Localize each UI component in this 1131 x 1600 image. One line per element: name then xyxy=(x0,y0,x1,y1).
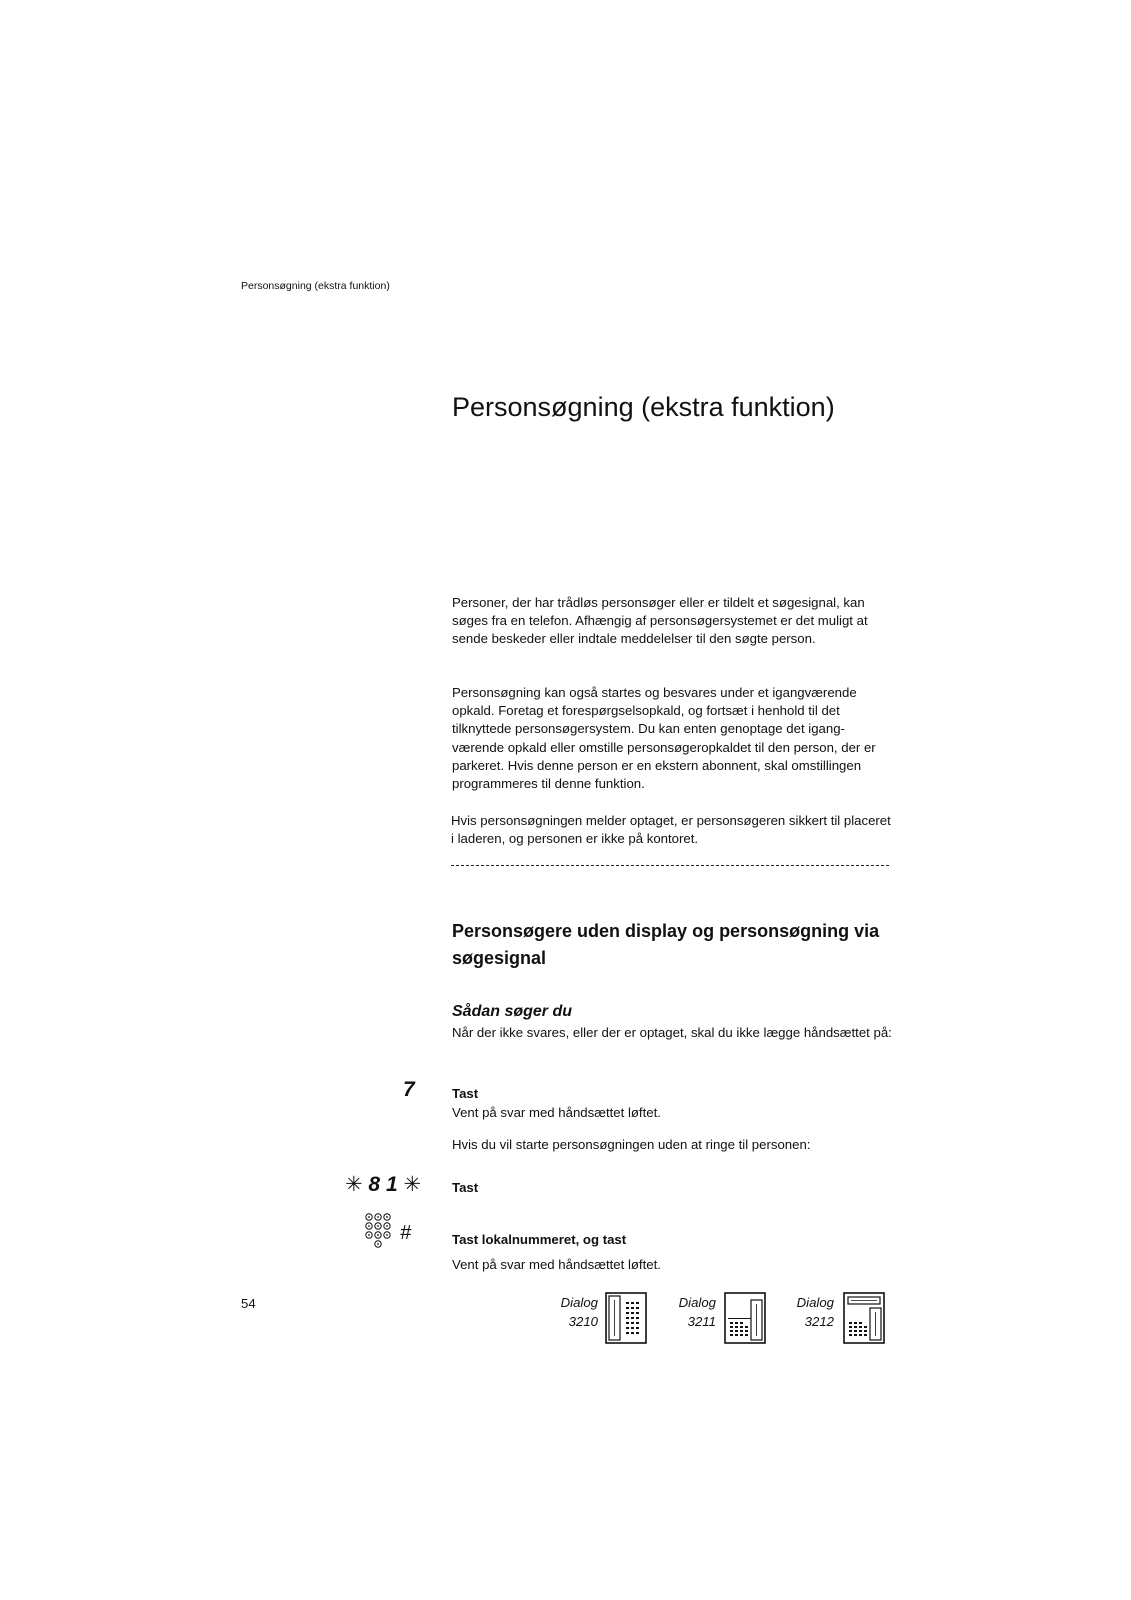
step-note: Hvis du vil starte personsøgningen uden at ringe til personen: xyxy=(452,1137,811,1152)
phone-3212-icon xyxy=(843,1292,885,1344)
key-7: 7 xyxy=(403,1078,415,1101)
phone-3210-icon xyxy=(605,1292,647,1344)
paragraph-during-call: Personsøgning kan også startes og besvares under et igangværende opkald. Foretag et forespørgselsopkald, og fortsæt i henhold til det tilknyttede personsøgersystem. Du kan enten genoptage det igang-værende opkald eller omstille personsøgeropkaldet til den person, der er parkeret. Hvis denne person er en ekstern abonnent, skal omstillingen programmeres til denne funktion. xyxy=(452,685,876,792)
keypad-icon xyxy=(364,1213,394,1253)
step-1-text: Vent på svar med håndsættet løftet. xyxy=(452,1105,661,1120)
section-heading: Personsøgere uden display og personsøgning via søgesignal xyxy=(452,921,880,968)
section-intro: Når der ikke svares, eller der er optaget, skal du ikke lægge håndsættet på: xyxy=(452,1025,892,1040)
model-name: Dialog xyxy=(796,1295,834,1310)
model-label-3210 xyxy=(538,1294,598,1331)
step-2-label: Tast xyxy=(452,1180,479,1195)
model-number: 3210 xyxy=(568,1313,598,1329)
model-name: Dialog xyxy=(560,1295,598,1310)
model-label-3211 xyxy=(656,1294,716,1331)
step-3-text: Vent på svar med håndsættet løftet. xyxy=(452,1257,661,1272)
phone-3211-icon xyxy=(724,1292,766,1344)
divider xyxy=(451,865,889,866)
step-1-label: Tast xyxy=(452,1086,479,1101)
section-subheading: Sådan søger du xyxy=(452,1003,573,1020)
model-number: 3211 xyxy=(687,1313,716,1329)
step-3-label: Tast lokalnummeret, og tast xyxy=(452,1232,627,1247)
model-number: 3212 xyxy=(804,1313,834,1329)
running-header: Personsøgning (ekstra funktion) xyxy=(241,280,390,292)
paragraph-busy: Hvis personsøgningen melder optaget, er personsøgeren sikkert til placeret i laderen, og personen er ikke på kontoret. xyxy=(451,813,891,847)
paragraph-intro: Personer, der har trådløs personsøger eller er tildelt et søgesignal, kan søges fra en telefon. Afhængig af personsøgersystemet er det muligt at sende beskeder eller indtale meddelelser til den søgte person. xyxy=(452,595,868,647)
model-name: Dialog xyxy=(678,1295,716,1310)
page-title: Personsøgning (ekstra funktion) xyxy=(452,392,835,422)
key-star-81-star: ✳ 8 1 ✳ xyxy=(345,1173,422,1196)
page-number: 54 xyxy=(241,1296,256,1311)
key-hash: # xyxy=(400,1222,412,1244)
model-label-3212 xyxy=(774,1294,834,1331)
